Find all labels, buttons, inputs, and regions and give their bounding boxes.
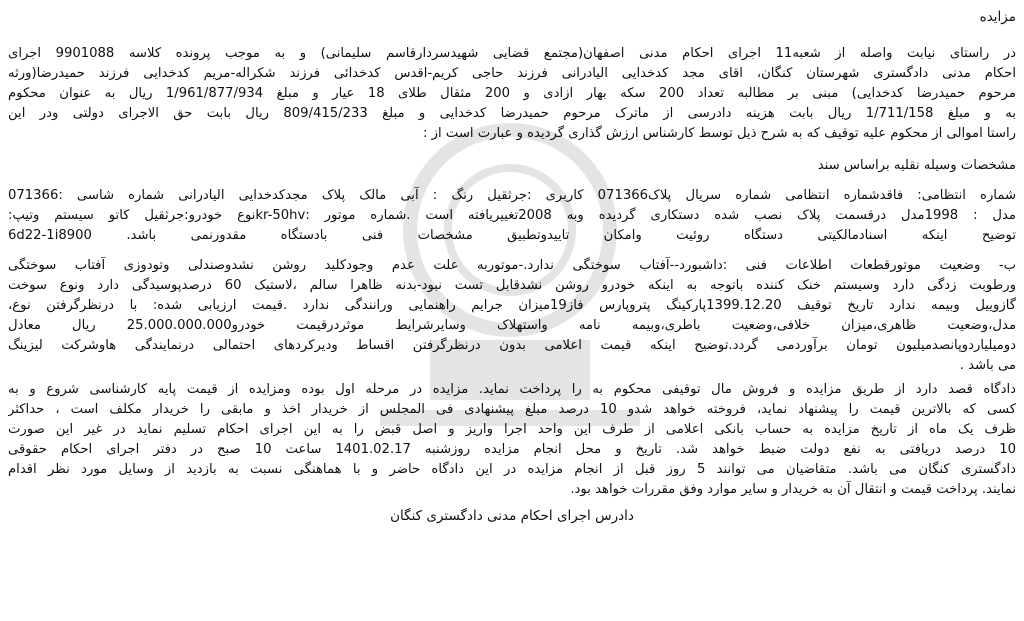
- condition-line: ورطوبت زدگی دارد وسیستم خنک کننده باتوجه به اینکه خودرو روشن نشدقابل تست نبود-بدنه ظاهرا سالم ،لاستیک 60 درصدپوسیدگی دارد ونوع سوخت: [8, 278, 1016, 293]
- auction-terms-line: 10 درصد دریافتی به نفع دولت ضبط خواهد شد. تاریخ و محل انجام مزایده روزشنبه 1401.02.17 ساعت 10 صبح در دفتر اجرای احکام حقوقی: [8, 442, 1016, 457]
- section-heading: مشخصات وسیله نقلیه براساس سند: [817, 158, 1016, 173]
- vehicle-spec-line: توضیح اینکه اسنادمالکیتی دستگاه روئیت وامکان تاییدوتطبیق مشخصات فنی بادستگاه مقدورنمی باشد. 6d22-1i8900: [8, 228, 1016, 243]
- condition-line: گازوییل وبیمه ندارد تاریخ توقیف 1399.12.20پارکینگ پتروپارس فاز19میزان جرایم راهنمایی ورانندگی ندارد .قیمت ارزیابی شده: با درنظرگرفتن نوع،: [8, 298, 1016, 313]
- paragraph1-line: مرحوم حمیدرضا کدخدایی) مبنی بر مطالبه تعداد 200 سکه بهار ازادی و 200 مثقال طلای 18 عیار و مبلغ 1/961/877/934 ریال به عنوان محکوم: [8, 86, 1016, 101]
- paragraph1-line: احکام مدنی دادگستری شهرستان کنگان، اقای مجد کدخدایی الیادرانی فرزند حاجی کریم-اقدس کدخدائی فرزند شکراله-مریم کدخدایی فرزند حمیدرضا(ورثه: [8, 66, 1016, 81]
- auction-terms-line: کسی که بالاترین قیمت را پیشنهاد نماید، فروخته خواهد شدو 10 درصد مبلغ پیشنهادی فی المجلس از خریدار اخذ و مابقی را خریدار مکلف است ، حداکثر: [8, 402, 1016, 417]
- spacer: [8, 246, 1016, 256]
- vehicle-spec-line: مدل : 1998مدل درقسمت پلاک نصب شده دستکاری گردیده وبه 2008تغییریافته است .شماره موتور :kr-50hvنوع خودرو:جرثقیل کاتو سیستم وتیپ:: [8, 208, 1016, 223]
- condition-line: ب- وضعیت موتورقطعات اطلاعات فنی :داشبورد--آفتاب سوختگی ندارد.-موتوربه علت عدم وجودکلید روشن نشدوصندلی وتودوزی آفتاب سوختگی: [8, 258, 1016, 273]
- paragraph1-line: به و مبلغ 1/711/158 ریال بابت هزینه دادرسی از ماترک مرحوم حمیدرضا کدخدایی و مبلغ 809/415/233 ریال بابت حق الاجرای دولتی ودر این: [8, 106, 1016, 121]
- vehicle-spec-line: شماره انتظامی: فاقدشماره انتظامی شماره سریال پلاک071366 کاربری :جرثقیل رنگ : آبی مالک پلاک مجدکدخدایی الیادرانی شماره شاسی :071366: [8, 188, 1016, 203]
- auction-terms-line: دادگستری کنگان می باشد. متقاضیان می توانند 5 روز قبل از انجام مزایده در این دادگاه حاضر و با هماهنگی نسبت به بازدید از وسایل مورد نظر اقدام: [8, 462, 1016, 477]
- signature: دادرس اجرای احکام مدنی دادگستری کنگان: [390, 508, 634, 524]
- condition-line: مدل،وضعیت ظاهری،میزان خلافی،وضعیت باطری،وبیمه نامه واستهلاک وسایرشرایط موثردرقیمت خودرو25.000.000.000 ریال معادل: [8, 318, 1016, 333]
- page-title: مزایده: [979, 9, 1016, 25]
- auction-terms-line: دادگاه قصد دارد از طریق مزایده و فروش مال توقیفی محکوم به را پرداخت نماید. مزایده در مرحله اول بوده ومزایده از قیمت پایه کارشناسی شروع و به: [8, 382, 1016, 397]
- auction-terms-line: نمایند. پرداخت قیمت و انتقال آن به خریدار و سایر موارد وفق مقررات خواهد بود.: [570, 482, 1016, 497]
- condition-line: دومیلیاردوپانصدمیلیون تومان برآوردمی گردد.توضیح اینکه قیمت اعلامی بدون درنظرگرفتن اقساط ودیرکردهای احتمالی درنمایندگی هاوشرکت لیزینگ: [8, 338, 1016, 353]
- condition-line: می باشد .: [959, 358, 1016, 373]
- paragraph1-line: در راستای نیابت واصله از شعبه11 اجرای احکام مدنی اصفهان(مجتمع قضایی شهیدسردارقاسم سلیمانی) و به موجب پرونده کلاسه 9901088 اجرای: [8, 46, 1016, 61]
- auction-terms-line: ظرف یک ماه از تاریخ مزایده به حساب بانکی اعلامی از طرف این واحد اجرا واریز و اصل قبض را به این اجرای احکام تسلیم نماید در غیر این صورت: [8, 422, 1016, 437]
- paragraph1-line: راستا اموالی از محکوم علیه توقیف که به شرح ذیل توسط کارشناس ارزش گذاری گردیده و عبارت است از :: [423, 126, 1016, 141]
